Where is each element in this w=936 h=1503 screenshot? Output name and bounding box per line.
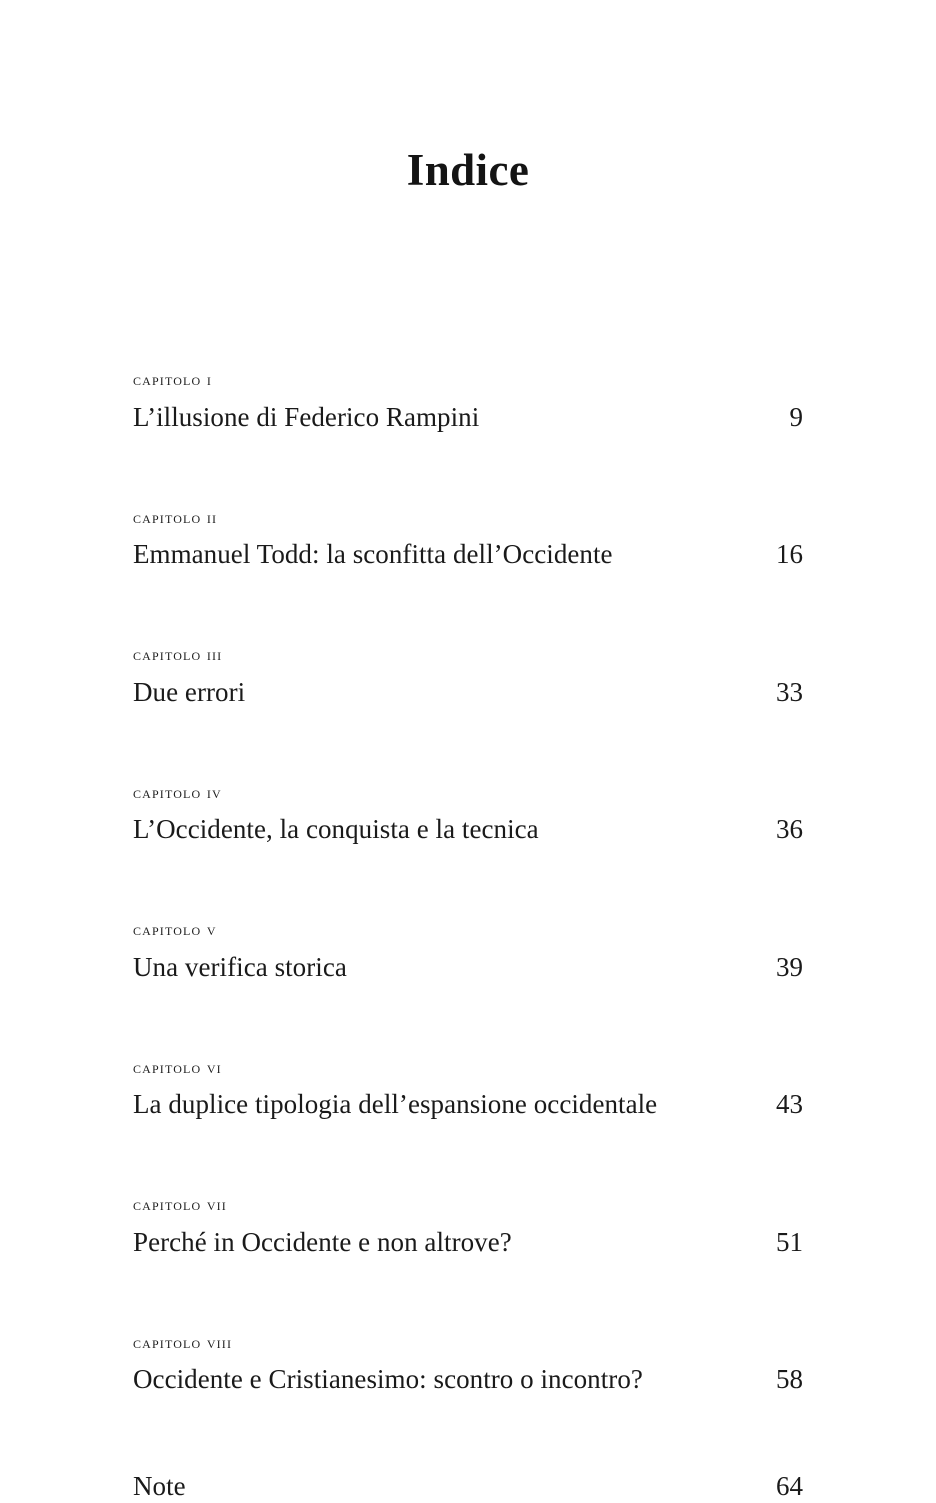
- chapter-label: capitolo v: [133, 919, 217, 939]
- toc-entry-row[interactable]: [133, 1471, 803, 1503]
- page-title: Indice: [406, 145, 530, 196]
- toc-entry-title: Perché in Occidente e non altrove?: [133, 1226, 512, 1257]
- table-of-contents-list: [133, 371, 803, 1503]
- toc-entry[interactable]: [133, 1196, 803, 1259]
- toc-entry-page-number: 9: [789, 401, 803, 432]
- toc-entry-title: La duplice tipologia dell’espansione occidentale: [133, 1089, 658, 1119]
- chapter-label: capitolo vii: [133, 1194, 227, 1214]
- toc-entry-page-number: 58: [776, 1364, 803, 1394]
- toc-entry-title: Occidente e Cristianesimo: scontro o incontro?: [133, 1364, 643, 1394]
- toc-entry-row[interactable]: [133, 677, 803, 709]
- toc-entry-page-number: 36: [776, 814, 803, 844]
- toc-entry-row[interactable]: [133, 1227, 803, 1259]
- toc-entry-row[interactable]: [133, 402, 803, 434]
- toc-entry-title: Due errori: [133, 676, 246, 707]
- toc-entry[interactable]: [133, 781, 803, 847]
- toc-entry-page-number: 39: [776, 951, 803, 982]
- toc-entry[interactable]: [133, 921, 803, 984]
- toc-entry[interactable]: [133, 1331, 803, 1397]
- toc-entry[interactable]: [133, 371, 803, 434]
- toc-entry-page-number: 33: [776, 676, 803, 707]
- chapter-label: capitolo viii: [133, 1331, 233, 1352]
- toc-entry[interactable]: [133, 646, 803, 709]
- toc-entry-row[interactable]: [133, 539, 803, 571]
- toc-entry-title: Emmanuel Todd: la sconfitta dell’Occidente: [133, 539, 613, 569]
- toc-entry-title: Una verifica storica: [133, 951, 347, 982]
- toc-entry-page-number: 43: [776, 1089, 803, 1119]
- chapter-label: capitolo iv: [133, 781, 222, 802]
- toc-entry-page-number: 51: [776, 1226, 803, 1257]
- toc-entry-row[interactable]: [133, 1364, 803, 1396]
- chapter-label: capitolo vi: [133, 1056, 222, 1077]
- toc-entry-title: Note: [133, 1471, 186, 1501]
- toc-entry-row[interactable]: [133, 952, 803, 984]
- toc-entry-notes[interactable]: [133, 1471, 803, 1503]
- toc-entry-page-number: 64: [776, 1471, 803, 1501]
- toc-entry-page-number: 16: [776, 539, 803, 569]
- toc-entry-row[interactable]: [133, 1089, 803, 1121]
- toc-entry-title: L’illusione di Federico Rampini: [133, 401, 480, 432]
- chapter-label: capitolo iii: [133, 644, 223, 664]
- chapter-label: capitolo ii: [133, 506, 218, 527]
- chapter-label: capitolo i: [133, 369, 212, 389]
- toc-entry[interactable]: [133, 506, 803, 572]
- toc-entry-row[interactable]: [133, 814, 803, 846]
- toc-entry[interactable]: [133, 1056, 803, 1122]
- toc-entry-title: L’Occidente, la conquista e la tecnica: [133, 814, 539, 844]
